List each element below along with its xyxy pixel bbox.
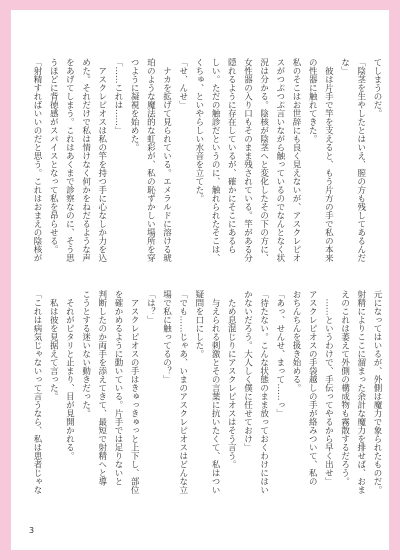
- upper-text-block: [31, 58, 383, 264]
- text-line: アスクレピオスの手はきゅっきゅっと上下し、部位: [129, 290, 140, 494]
- text-line: それがピタリと止まり、目が見開かれる。: [64, 290, 75, 460]
- text-line: おちんちんを扱き始める。: [291, 290, 301, 392]
- text-line: 彼は片手で竿を支えると、もう片方の手で私の本来: [323, 58, 334, 262]
- text-line: 況は分かる。陰核が陰茎へと変化したその下の方に、: [258, 58, 269, 262]
- text-line: くちゅ、といやらしい水音を立てた。: [193, 58, 204, 203]
- text-line: 「あっ、せんせ、まって……っ」: [274, 290, 285, 418]
- text-line: 「でも……じゃあ、いまのアスクレピオスはどんな立: [177, 290, 188, 494]
- text-line: てしまうのだ。: [371, 58, 382, 118]
- text-line: しい。ただの触診だというのに、触れられたそこは、: [210, 58, 221, 262]
- text-line: うほどに背徳感がスパイスとなって私を昂らせる。: [48, 58, 59, 254]
- text-line: 「射精すればいいのだと思う。これはおまえの陰核が: [32, 58, 42, 262]
- text-line: つように凝視を始めた。: [129, 58, 140, 152]
- page-number: 3: [29, 526, 35, 535]
- text-line: 「せ、んせ」: [177, 58, 188, 109]
- text-line: の性器に触れてきた。: [307, 58, 318, 143]
- text-line: 場で私に触ってるの？」: [161, 290, 172, 384]
- book-page: [11, 10, 389, 550]
- text-line: を確かめるように動いている。片手では足りないと: [112, 290, 123, 486]
- text-line: ため息混じりにアスクレピオスはそう言う。: [226, 290, 237, 469]
- text-line: ……というわけで、手伝ってやるから早く出せ」: [323, 290, 334, 486]
- text-line: スがつぷつぷ言いながら触っているのでなんとなく状: [274, 58, 285, 262]
- text-line: 「待たない。こんな状態のまま放っておくわけにはい: [258, 290, 269, 494]
- text-line: 判断したのか両手を添えてきて、最短で射精へと導: [96, 290, 107, 486]
- text-line: 「陰茎を生やしたとはいえ、膣の方も残してあるんだ: [355, 58, 366, 262]
- text-line: 射精によりここに溜まった余計な魔力を排せば、おま: [355, 290, 366, 494]
- text-line: アスクレピオスは私の竿を持つ手に心なしか力を込: [96, 58, 107, 262]
- text-line: 与えられる刺激とその言葉に抗いたくて、私はつい: [210, 290, 221, 494]
- text-line: 珀のような魔法的な虹彩が、私の恥ずかしい場所を穿: [145, 58, 156, 262]
- text-line: 女性器の入り口もそのまま残されている。竿がある分: [242, 58, 253, 262]
- text-line: えのこれは萎えて外側の構成物も霧散するだろう。: [339, 290, 350, 486]
- text-line: 私のそこはお世辞にも良く見えないが、アスクレピオ: [291, 58, 301, 262]
- lower-text-block: [31, 290, 383, 496]
- text-line: めた。それだけで私は情けなく何かをねだるような声: [80, 58, 91, 262]
- text-line: かないだろう。大人しく僕に任せておけ」: [242, 290, 253, 452]
- text-line: 疑問を口にした。: [193, 290, 204, 358]
- text-line: 私は彼を見据えて言った。: [48, 290, 59, 401]
- text-line: をあげてしまう。これはあくまで診察なのに、そう思: [64, 58, 75, 262]
- text-line: 「……これは……」: [112, 58, 123, 135]
- text-line: 元になってはいるが、外側は魔力で象られたものだ。: [371, 290, 382, 494]
- text-line: 「は？」: [145, 290, 156, 324]
- text-line: 「これは病気じゃないって言うなら、私は患者じゃな: [32, 290, 42, 494]
- text-line: ナカを拡げて見られている。エメラルドに溶ける琥: [161, 58, 172, 262]
- text-line: こうとする迷いない動きだった。: [80, 290, 91, 418]
- text-line: 隠れるように存在しているが、確かにそこにあるら: [226, 58, 237, 254]
- text-line: な」: [339, 58, 350, 75]
- text-line: アスクレピオスの手袋越しの手が絡みついて、私の: [307, 290, 318, 486]
